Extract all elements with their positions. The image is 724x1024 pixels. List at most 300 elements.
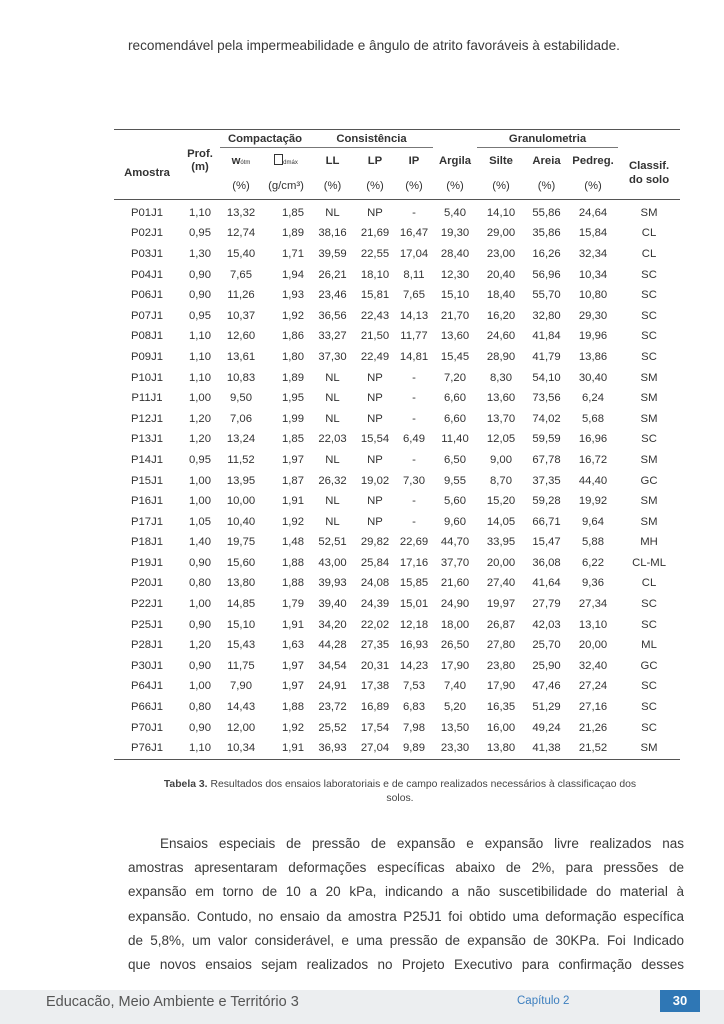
table-cell: 1,20 [189,433,211,446]
table-cell: 19,92 [578,495,608,508]
table-cell: NP [367,453,383,466]
table-cell: 44,28 [318,639,347,652]
unit-cell: (g/cm³) [262,174,310,200]
table-cell: 1,88 [282,556,304,569]
table-cell: 0,90 [189,659,211,672]
header-amostra: Amostra [114,148,180,200]
table-cell: P06J1 [130,289,164,302]
table-row [114,450,680,471]
table-cell: 0,90 [189,556,211,569]
table-cell: 15,10 [226,618,256,631]
table-cell: 7,40 [444,680,467,693]
table-cell: 21,70 [440,309,470,322]
table-cell: 1,91 [282,495,304,508]
table-cell: 1,10 [189,350,211,363]
table-cell: 28,40 [440,247,470,260]
table-cell: 38,16 [318,227,347,240]
table-cell: 15,54 [360,433,390,446]
table-cell: 1,00 [189,392,211,405]
table-row [114,347,680,368]
table-cell: 16,72 [578,453,608,466]
table-cell: 9,64 [582,515,605,528]
table-cell: - [412,371,416,384]
table-cell: 32,40 [578,659,608,672]
table-cell: 26,32 [318,474,347,487]
table-cell: 11,40 [441,433,469,446]
table-row [114,573,680,594]
table-cell: 51,29 [532,701,561,714]
table-cell: P76J1 [114,738,180,759]
table-cell: 36,08 [532,556,561,569]
table-cell: 22,43 [360,309,390,322]
table-cell: 16,26 [532,247,561,260]
table-cell: 14,81 [399,350,429,363]
table-cell: 19,75 [226,536,256,549]
table-cell: 1,99 [282,412,304,425]
header-prof-unit: (m) [191,160,209,173]
table-cell: 21,52 [568,738,618,759]
table-cell: CL [641,577,657,590]
table-cell: SC [641,309,657,322]
table-cell: CL-ML [632,556,666,569]
table-cell: 1,97 [282,453,304,466]
table-cell: 37,30 [318,350,347,363]
table-cell: - [412,206,416,219]
table-cell: P09J1 [130,350,164,363]
table-cell: 24,91 [318,680,347,693]
table-cell: P19J1 [130,556,164,569]
table-cell: GC [640,659,658,672]
table-cell: P18J1 [130,536,164,549]
table-cell: 1,05 [189,515,211,528]
table-row [114,738,680,759]
table-cell: NP [367,206,383,219]
table-cell: 55,86 [532,206,561,219]
intro-line: recomendável pela impermeabilidade e ângulo de atrito favoráveis à estabilidade. [128,38,620,53]
table-cell: 59,59 [532,433,561,446]
table-row [114,285,680,306]
table-row [114,305,680,326]
table-cell: 7,53 [403,680,425,693]
table-cell: NL [325,515,340,528]
table-cell: 41,38 [525,738,568,759]
table-cell: SC [641,598,657,611]
table-cell: 17,54 [360,721,390,734]
table-cell: 14,23 [399,659,429,672]
header-prof-label: Prof. [187,147,213,160]
table-cell: 1,86 [282,330,304,343]
table-cell: 28,90 [486,350,516,363]
table-cell: 15,85 [399,577,429,590]
table-cell: 1,88 [282,577,304,590]
table-caption [150,778,650,806]
table-cell: 47,46 [532,680,561,693]
table-cell: 10,34 [220,738,262,759]
table-cell: 27,79 [532,598,561,611]
table-cell: 18,10 [360,268,390,281]
table-cell: P28J1 [130,639,164,652]
table-cell: 42,03 [532,618,561,631]
table-cell: 43,00 [318,556,347,569]
table-cell: 16,89 [360,701,390,714]
table-cell: 54,10 [532,371,561,384]
table-cell: 36,56 [318,309,347,322]
table-cell: 19,02 [360,474,390,487]
table-cell: 14,85 [226,598,256,611]
table-cell: 10,34 [578,268,608,281]
missing-glyph-icon [274,154,283,165]
table-cell: 8,70 [490,474,513,487]
table-cell: 0,90 [189,289,211,302]
table-cell: NL [325,392,340,405]
table-cell: 20,40 [486,268,516,281]
group-consistencia: Consistência [310,130,433,148]
group-compactacao: Compactação [220,130,310,148]
unit-cell: (%) [395,174,433,200]
table-cell: 32,34 [578,247,608,260]
table-cell: 1,00 [189,598,211,611]
table-cell: NP [367,515,383,528]
table-cell: 1,85 [282,433,304,446]
table-cell: 56,96 [532,268,561,281]
table-cell: 13,32 [226,206,256,219]
table-cell: 22,03 [318,433,347,446]
table-cell: 9,36 [582,577,605,590]
table-cell: 1,20 [189,639,211,652]
table-cell: 14,10 [486,206,516,219]
page-footer [0,990,724,1024]
table-cell: 32,80 [532,309,561,322]
table-cell: - [412,495,416,508]
table-cell: 21,50 [360,330,390,343]
table-cell: SC [641,721,657,734]
table-cell: 10,00 [226,495,256,508]
table-cell: 13,80 [477,738,525,759]
table-row [114,553,680,574]
table-cell: 12,05 [486,433,516,446]
table-cell: 27,16 [578,701,608,714]
table-row [114,491,680,512]
paragraph-line: de 5,8%, um valor considerável, e uma pressão de expansão de 30KPa. Foi Indicado [128,932,684,948]
table-cell: 15,45 [440,350,470,363]
table-cell: 20,31 [360,659,390,672]
table-cell: 0,80 [189,577,211,590]
table-cell: 27,34 [578,598,608,611]
table-cell: SC [641,330,657,343]
table-cell: - [412,453,416,466]
page-number: 30 [660,990,700,1012]
header-areia: Areia [532,154,561,167]
table-cell: 66,71 [532,515,561,528]
table-cell: 13,60 [440,330,470,343]
table-cell: GC [640,474,658,487]
table-row [114,223,680,244]
table-cell: SC [641,618,657,631]
table-cell: 36,93 [310,738,355,759]
table-cell: 10,80 [578,289,608,302]
table-cell: 16,93 [399,639,429,652]
table-cell: P13J1 [130,433,164,446]
table-cell: 18,40 [486,289,516,302]
table-cell: 22,69 [399,536,429,549]
table-cell: P08J1 [130,330,164,343]
table-cell: 10,83 [226,371,256,384]
table-cell: 1,80 [282,350,304,363]
table-row [114,717,680,738]
header-ll: LL [325,154,340,167]
table-cell: 10,37 [226,309,256,322]
table-cell: P04J1 [130,268,164,281]
table-cell: 1,89 [282,227,304,240]
table-cell: SM [640,515,658,528]
table-cell: 0,95 [189,453,211,466]
table-cell: 6,50 [444,453,467,466]
unit-cell: (%) [477,174,525,200]
table-cell: NP [367,495,383,508]
table-cell: 15,20 [486,495,516,508]
table-cell: 1,92 [282,309,304,322]
caption-label: Tabela 3. [163,779,208,790]
header-argila: Argila [439,154,472,167]
table-cell: 13,70 [486,412,516,425]
unit-cell: (%) [525,174,568,200]
table-cell: - [412,515,416,528]
table-cell: 15,81 [360,289,390,302]
table-cell: 59,28 [532,495,561,508]
table-cell: 9,89 [395,738,433,759]
table-cell: 16,96 [578,433,608,446]
table-cell: 21,60 [440,577,470,590]
header-gamma-dmax [262,148,310,174]
table-cell: NP [367,412,383,425]
header-w-otm [220,148,262,174]
table-cell: 15,84 [578,227,608,240]
table-cell: 25,70 [532,639,561,652]
table-row [114,511,680,532]
table-cell: 11,77 [400,330,428,343]
table-row [114,532,680,553]
table-cell: 1,85 [282,206,304,219]
table-cell: 11,52 [227,453,255,466]
table-cell: 11,75 [227,659,255,672]
table-cell: SM [640,392,658,405]
header-classif-line1: Classif. [628,160,670,172]
table-cell: 1,20 [189,412,211,425]
table-cell: 26,87 [486,618,516,631]
table-cell: 23,30 [433,738,477,759]
table-cell: 15,01 [399,598,429,611]
table-cell: 8,30 [490,371,513,384]
table-cell: 1,93 [282,289,304,302]
table-cell: 13,60 [486,392,516,405]
table-cell: 1,00 [189,495,211,508]
table-row [114,594,680,615]
table-cell: 1,10 [180,738,220,759]
table-cell: 17,04 [399,247,429,260]
paragraph-line: expansão. Contudo, no ensaio da amostra P25J1 foi obtido uma deformação específica [128,908,684,924]
table-cell: 1,91 [262,738,310,759]
table-cell: 27,24 [578,680,608,693]
table-cell: P30J1 [130,659,164,672]
header-classif-line2: do solo [628,174,670,186]
table-cell: 6,24 [582,392,605,405]
table-cell: 7,30 [403,474,425,487]
table-cell: P01J1 [130,206,164,219]
table-cell: NL [325,371,340,384]
table-cell: 20,00 [578,639,608,652]
paragraph-line: amostras apresentaram deformações específicas abaixo de 2%, para pressões de [128,860,684,876]
table-cell: 13,86 [578,350,608,363]
table-cell: 15,60 [226,556,256,569]
table-cell: P70J1 [130,721,164,734]
table-cell: 7,20 [444,371,467,384]
table-cell: P12J1 [130,412,164,425]
table-cell: 17,38 [360,680,390,693]
table-cell: 37,35 [532,474,561,487]
table-cell: 0,95 [189,227,211,240]
table-cell: SC [641,289,657,302]
table-cell: 13,10 [578,618,608,631]
table-cell: 1,92 [282,721,304,734]
table-row [114,429,680,450]
table-cell: - [412,392,416,405]
table-cell: NP [367,392,383,405]
table-cell: P11J1 [131,392,163,405]
table-row [114,676,680,697]
table-cell: 12,00 [226,721,256,734]
table-cell: 27,80 [486,639,516,652]
table-cell: 1,10 [189,206,211,219]
table-cell: 7,65 [230,268,252,281]
table-cell: 0,90 [189,721,211,734]
table-cell: 0,90 [189,618,211,631]
table-cell: P20J1 [130,577,164,590]
table-row [114,697,680,718]
table-cell: 1,10 [189,371,211,384]
table-cell: 17,90 [440,659,470,672]
table-cell: 17,16 [399,556,429,569]
table-cell: 41,64 [532,577,561,590]
table-cell: 24,08 [360,577,390,590]
table-cell: SM [640,495,658,508]
header-ip: IP [408,154,420,167]
table-cell: 25,52 [318,721,347,734]
table-cell: 34,54 [318,659,347,672]
header-prof [180,148,220,174]
header-classif [618,148,680,200]
table-cell: 21,69 [360,227,390,240]
header-lp: LP [367,154,383,167]
table-cell: 5,68 [582,412,605,425]
table-cell: SC [641,433,657,446]
table-cell: 25,90 [532,659,561,672]
table-cell: 1,00 [189,474,211,487]
table-row [114,470,680,491]
caption-text: Resultados dos ensaios laboratoriais e de campo realizados necessários à classificaçao dos solos. [207,779,637,804]
table-cell: 17,90 [486,680,516,693]
paragraph-line: expansão em torno de 10 a 20 kPa, indicando a não suscetibilidade do material à [128,884,684,900]
table-cell: P16J1 [130,495,164,508]
table-cell: 15,47 [532,536,561,549]
table-cell: 26,21 [318,268,347,281]
table-cell: 44,70 [440,536,470,549]
table-row [114,326,680,347]
table-cell: P14J1 [130,453,164,466]
table-cell: SC [641,268,657,281]
table-cell: CL [641,227,657,240]
table-cell: 44,40 [578,474,608,487]
table-row [114,264,680,285]
header-silte: Silte [489,154,513,167]
table-cell: 7,06 [230,412,252,425]
header-w-sub: ótm [240,159,251,166]
table-cell: 35,86 [532,227,561,240]
table-row [114,408,680,429]
table-cell: 9,50 [230,392,252,405]
table-cell: 19,30 [440,227,470,240]
table-row [114,614,680,635]
table-cell: 49,24 [532,721,561,734]
table-cell: 15,10 [440,289,470,302]
table-cell: NL [325,206,340,219]
table-row [114,367,680,388]
table-cell: 19,97 [486,598,516,611]
footer-book-title: Educacão, Meio Ambiente e Território 3 [46,994,299,1010]
table-cell: 23,00 [486,247,516,260]
paragraph-line: Ensaios especiais de pressão de expansão e expansão livre realizados nas [160,836,684,851]
table-cell: 29,00 [486,227,516,240]
table-cell: 12,74 [226,227,256,240]
table-cell: 21,26 [578,721,608,734]
table-cell: 13,50 [440,721,470,734]
table-cell: 1,97 [282,680,304,693]
table-cell: 13,95 [226,474,256,487]
table-cell: SM [640,412,658,425]
table-cell: 41,84 [532,330,561,343]
table-row [114,388,680,409]
table-cell: 1,00 [189,680,211,693]
table-cell: 6,60 [444,392,467,405]
unit-cell: (%) [433,174,477,200]
table-cell: - [412,412,416,425]
table-cell: 73,56 [532,392,561,405]
table-cell: 19,96 [578,330,608,343]
table-cell: 1,94 [282,268,304,281]
table-cell: 16,00 [486,721,516,734]
table-cell: SC [641,350,657,363]
table-cell: 7,98 [403,721,425,734]
unit-cell: (%) [568,174,618,200]
table-cell: 39,59 [318,247,347,260]
table-cell: SM [640,206,658,219]
table-cell: 11,26 [227,289,255,302]
table-cell: 24,64 [578,206,608,219]
table-cell: 34,20 [318,618,347,631]
table-cell: 6,22 [582,556,605,569]
table-cell: 16,35 [486,701,516,714]
table-cell: NL [325,412,340,425]
table-cell: 0,90 [189,268,211,281]
table-cell: 24,90 [440,598,470,611]
table-cell: 33,27 [318,330,347,343]
table-cell: 6,49 [403,433,425,446]
table-cell: 9,60 [444,515,467,528]
table-cell: 20,00 [486,556,516,569]
table-cell: 1,79 [282,598,304,611]
table-row [114,656,680,677]
header-w-symbol: w [231,154,241,167]
table-cell: 1,63 [282,639,304,652]
